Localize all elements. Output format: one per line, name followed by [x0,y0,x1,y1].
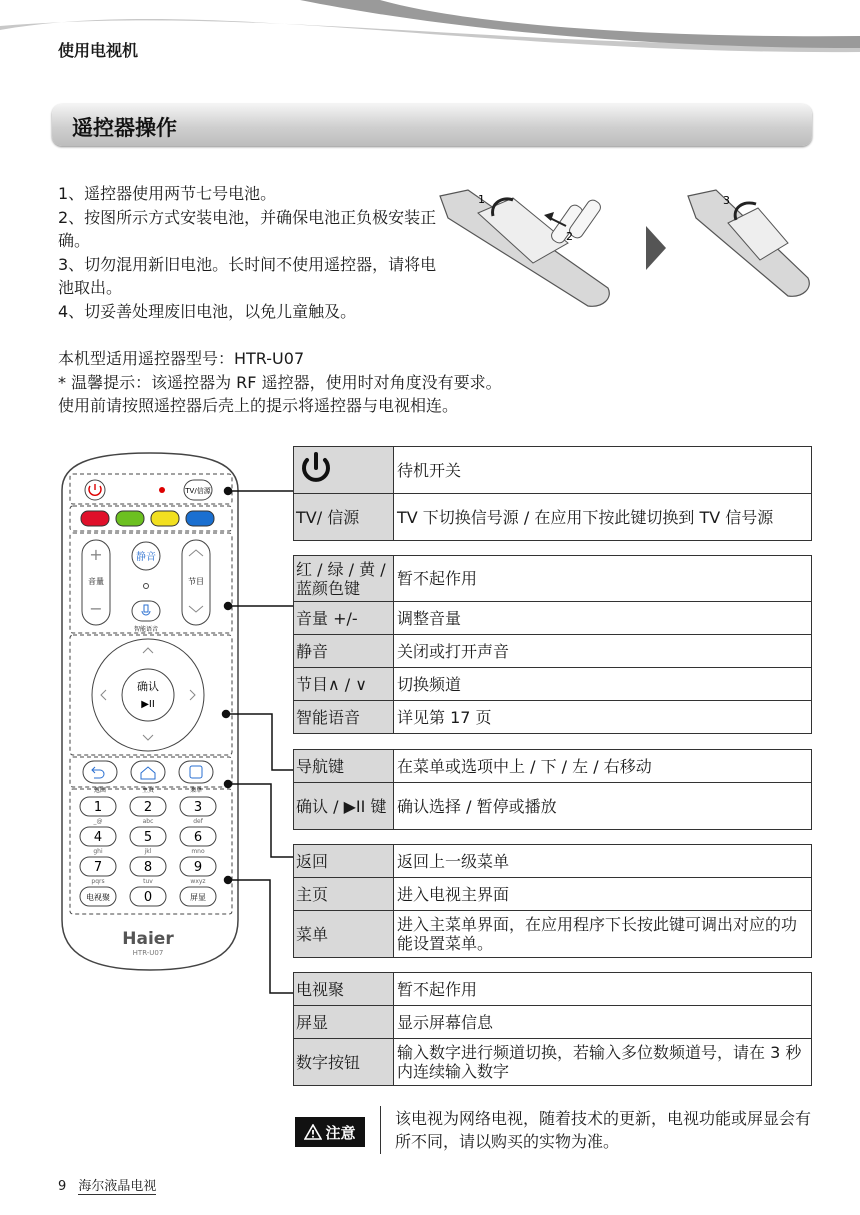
voice-label: 智能语音 [133,626,159,633]
home-label: 主页 [141,787,155,794]
volume-up-icon: + [89,545,103,564]
remote-brand-logo: Haier [122,929,174,949]
page-title: 遥控器操作 [72,116,177,140]
tv-focus-label: 电视聚 [86,893,110,902]
ok-label: 确认 [137,680,159,693]
ok-button[interactable] [122,669,174,721]
digit-8-sub: tuv [143,878,153,885]
table-row [294,973,812,1006]
table-cell: 确认选择 / 暂停或播放 [394,783,812,830]
table-cell: 待机开关 [394,447,812,494]
power-source-table [293,446,812,541]
table-cell: 暂不起作用 [394,973,812,1006]
caution-divider [380,1106,381,1154]
number-keys-table [293,972,812,1086]
section-label: 使用电视机 [58,41,139,60]
back-home-menu-table [293,844,812,958]
table-key: 红 / 绿 / 黄 / 蓝颜色键 [294,556,394,602]
blue-button[interactable] [186,511,214,526]
menu-button[interactable] [179,761,213,783]
remote-model-label: HTR-U07 [132,949,164,957]
step-item: 1、遥控器使用两节七号电池。 [58,184,277,203]
volume-label: 音量 [88,577,104,586]
navigation-table [293,749,812,830]
table-cell: 进入主菜单界面，在应用程序下长按此键可调出对应的功能设置菜单。 [394,911,812,958]
table-row [294,1006,812,1039]
digit-3-label: 3 [193,800,203,815]
table-cell: 暂不起作用 [394,556,812,602]
table-key: 音量 +/- [294,602,394,635]
table-row [294,635,812,668]
table-row [294,668,812,701]
table-cell: 切换频道 [394,668,812,701]
table-row [294,556,812,602]
volume-down-icon: − [89,599,103,618]
digit-5-label: 5 [143,830,153,845]
table-cell: 显示屏幕信息 [394,1006,812,1039]
table-row [294,701,812,734]
remote-back-close-illustration [688,190,809,296]
mute-label: 静音 [136,552,156,563]
table-cell: 进入电视主界面 [394,878,812,911]
digit-1-label: 1 [93,800,103,815]
back-label: 返回 [93,787,107,794]
power-key-cell [294,447,394,494]
digit-7-label: 7 [93,860,103,875]
remote-control-diagram [58,450,243,975]
battery-install-illustration [438,188,818,318]
battery-steps [58,182,443,323]
table-key: 确认 / ▶II 键 [294,783,394,830]
digit-3-sub: def [193,818,203,825]
table-cell: 在菜单或选项中上 / 下 / 左 / 右移动 [394,750,812,783]
pairing-note: 使用前请按照遥控器后壳上的提示将遥控器与电视相连。 [58,396,459,415]
caution-label: 注意 [325,1123,356,1142]
green-button[interactable] [116,511,144,526]
remote-notes [58,347,502,418]
play-pause-label: ▶II [141,699,155,710]
step-item: 4、切妥善处理废旧电池，以免儿童触及。 [58,301,357,321]
table-key: 静音 [294,635,394,668]
table-row [294,447,812,494]
table-key: 返回 [294,845,394,878]
digit-4-label: 4 [93,830,103,845]
table-row [294,1039,812,1086]
program-label: 节目 [188,577,204,586]
step-2-marker: 2 [566,230,573,243]
table-key: 数字按钮 [294,1039,394,1086]
voice-button[interactable] [132,601,160,621]
digit-6-sub: mno [191,848,205,855]
digit-9-label: 9 [193,860,203,875]
model-note: 本机型适用遥控器型号：HTR-U07 [58,349,305,368]
arrow-right-icon [646,226,666,270]
digit-8-label: 8 [143,860,153,875]
footer-brand: 海尔液晶电视 [78,1179,157,1194]
digit-9-sub: wxyz [190,878,206,885]
table-key: 菜单 [294,911,394,958]
table-row [294,911,812,958]
table-cell: 输入数字进行频道切换，若输入多位数频道号，请在 3 秒内连续输入数字 [394,1039,812,1086]
digit-6-label: 6 [193,830,203,845]
table-row [294,783,812,830]
table-key: 导航键 [294,750,394,783]
batteries-icon [544,198,603,245]
step-item: 2、按图所示方式安装电池，并确保电池正负极安装正确。 [58,207,437,250]
page-footer [58,1175,156,1194]
table-row [294,845,812,878]
power-icon [296,450,336,486]
table-row [294,878,812,911]
step-1-marker: 1 [478,193,485,206]
back-button[interactable] [83,761,117,783]
step-3-marker: 3 [723,194,730,207]
table-cell: TV 下切换信号源 / 在应用下按此键切换到 TV 信号源 [394,494,812,541]
display-label: 屏显 [190,893,206,902]
digit-1-sub: _@ [93,818,103,825]
table-row [294,750,812,783]
table-row [294,494,812,541]
menu-label: 菜单 [189,787,203,794]
remote-back-open-illustration [440,190,609,306]
red-button[interactable] [81,511,109,526]
warning-icon [304,1124,322,1140]
table-cell: 详见第 17 页 [394,701,812,734]
table-cell: 返回上一级菜单 [394,845,812,878]
yellow-button[interactable] [151,511,179,526]
tip-note: * 温馨提示：该遥控器为 RF 遥控器，使用时对角度没有要求。 [58,372,502,392]
digit-2-label: 2 [143,800,153,815]
digit-4-sub: ghi [93,848,103,855]
caution-text: 该电视为网络电视，随着技术的更新，电视功能或屏显会有所不同，请以购买的实物为准。 [395,1109,812,1151]
digit-2-sub: abc [142,818,154,825]
digit-7-sub: pqrs [91,878,105,885]
tv-source-label: TV/信源 [185,487,211,495]
digit-5-sub: jkl [144,848,152,855]
indicator-led [159,487,165,493]
table-key: 电视聚 [294,973,394,1006]
table-cell: 关闭或打开声音 [394,635,812,668]
table-row [294,602,812,635]
color-volume-table [293,555,812,734]
home-button[interactable] [131,761,165,783]
title-banner [52,104,812,146]
table-key: 节目∧ / ∨ [294,668,394,701]
digit-0-label: 0 [143,890,153,905]
table-key: 主页 [294,878,394,911]
table-key: TV/ 信源 [294,494,394,541]
table-key: 屏显 [294,1006,394,1039]
table-key: 智能语音 [294,701,394,734]
page-number: 9 [58,1179,67,1194]
table-cell: 调整音量 [394,602,812,635]
caution-badge [295,1117,365,1147]
step-item: 3、切勿混用新旧电池。长时间不使用遥控器，请将电池取出。 [58,254,437,297]
